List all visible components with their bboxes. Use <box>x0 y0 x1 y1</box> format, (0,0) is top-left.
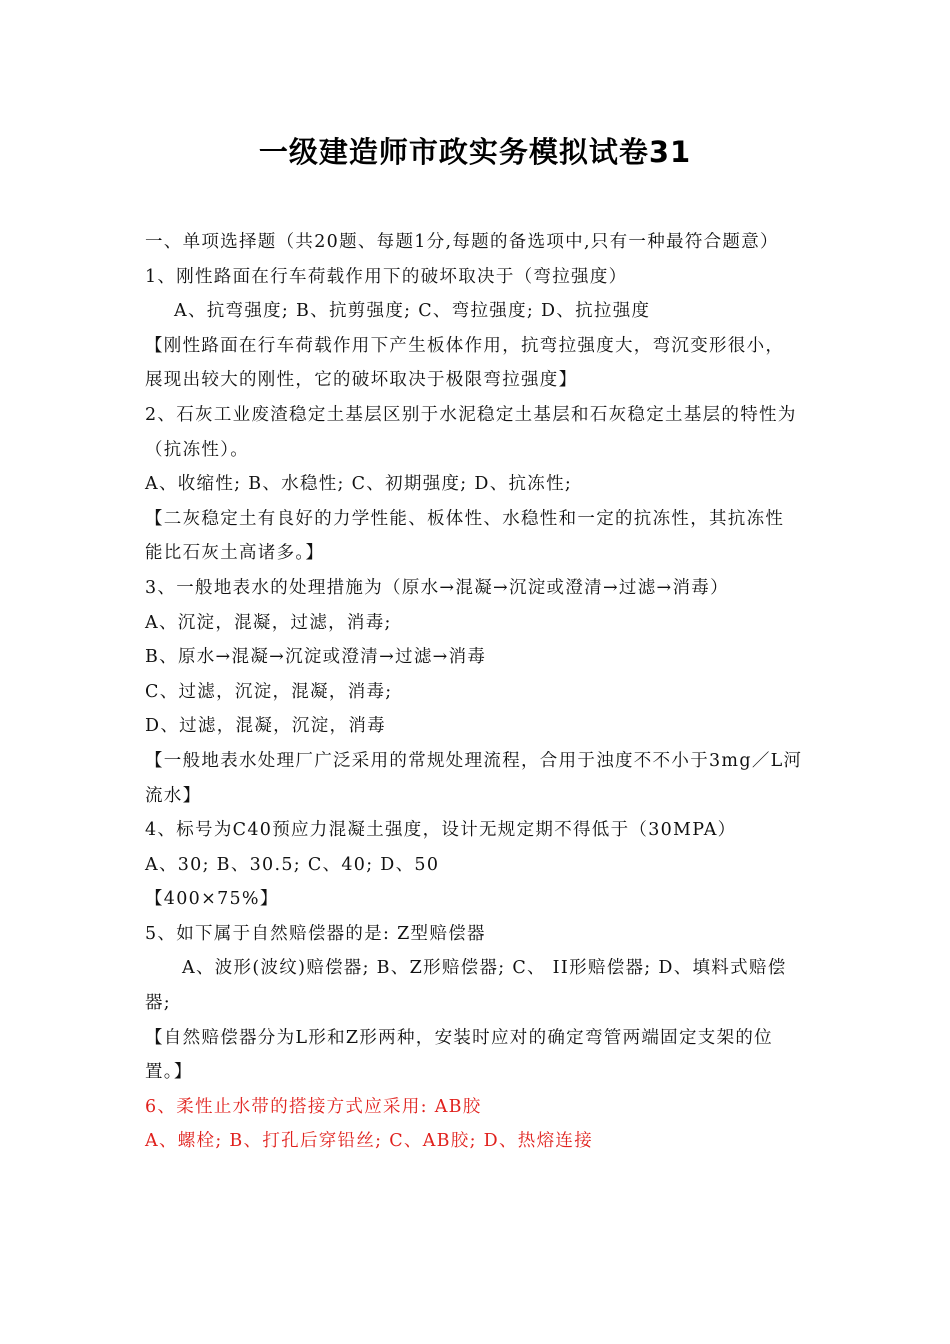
question-2-explanation-line-2: 能比石灰土高诸多。】 <box>145 543 325 564</box>
question-3-option-c: C、过滤，沉淀，混凝，消毒; <box>145 681 393 702</box>
question-1-explanation-line-2: 展现出较大的刚性，它的破坏取决于极限弯拉强度】 <box>145 370 578 391</box>
question-3-option-a: A、沉淀，混凝，过滤，消毒; <box>145 612 392 633</box>
question-2: 2、石灰工业废渣稳定土基层区别于水泥稳定土基层和石灰稳定土基层的特性为 <box>145 404 797 425</box>
question-2-options: A、收缩性; B、水稳性; C、初期强度; D、抗冻性; <box>145 474 573 495</box>
question-5-explanation-line-2: 置。】 <box>145 1062 193 1083</box>
question-5-options-line-2: 器; <box>145 993 171 1014</box>
question-4-explanation: 【400×75%】 <box>145 889 279 910</box>
section-heading: 一、单项选择题（共20题、每题1分,每题的备选项中,只有一种最符合题意） <box>145 232 779 252</box>
page-title: 一级建造师市政实务模拟试卷31 <box>258 135 692 169</box>
question-5-options-line-1: A、波形(波纹)赔偿器; B、Z形赔偿器; C、 II形赔偿器; D、填料式赔偿 <box>182 958 787 979</box>
question-5-explanation-line-1: 【自然赔偿器分为L形和Z形两种，安装时应对的确定弯管两端固定支架的位 <box>145 1027 773 1048</box>
question-3-option-b: B、原水→混凝→沉淀或澄清→过滤→消毒 <box>145 647 487 668</box>
question-6-options: A、螺栓; B、打孔后穿铅丝; C、AB胶; D、热熔连接 <box>145 1131 593 1152</box>
question-3-option-d: D、过滤，混凝，沉淀，消毒 <box>145 716 386 737</box>
question-5: 5、如下属于自然赔偿器的是: Z型赔偿器 <box>145 923 486 944</box>
question-2-answer: （抗冻性）。 <box>145 439 250 460</box>
question-1-explanation-line-1: 【刚性路面在行车荷载作用下产生板体作用，抗弯拉强度大，弯沉变形很小， <box>145 335 785 356</box>
question-1-options: A、抗弯强度; B、抗剪强度; C、弯拉强度; D、抗拉强度 <box>174 301 651 322</box>
question-4-options: A、30; B、30.5; C、40; D、50 <box>145 854 440 875</box>
question-content <box>145 225 810 1159</box>
question-2-explanation-line-1: 【二灰稳定土有良好的力学性能、板体性、水稳性和一定的抗冻性，其抗冻性 <box>145 508 785 529</box>
question-3: 3、一般地表水的处理措施为（原水→混凝→沉淀或澄清→过滤→消毒） <box>145 577 729 598</box>
question-4: 4、标号为C40预应力混凝土强度，设计无规定期不得低于（30MPA） <box>145 820 737 841</box>
question-6: 6、柔性止水带的搭接方式应采用: AB胶 <box>145 1096 482 1117</box>
question-1: 1、刚性路面在行车荷载作用下的破坏取决于（弯拉强度） <box>145 266 628 287</box>
question-3-explanation-line-2: 流水】 <box>145 785 202 806</box>
question-3-explanation-line-1: 【一般地表水处理厂广泛采用的常规处理流程，合用于浊度不不小于3mg／L河 <box>145 750 803 771</box>
